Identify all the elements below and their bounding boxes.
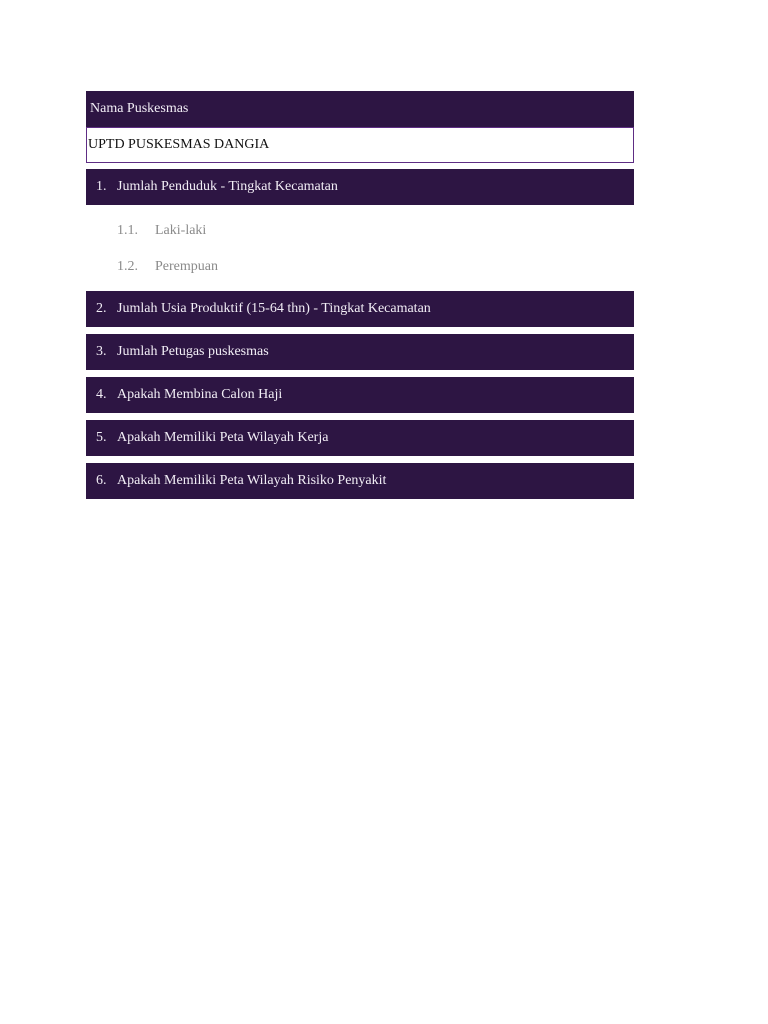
section-header-3[interactable]	[86, 334, 634, 370]
name-label-bar	[86, 91, 634, 127]
section-title: Jumlah Usia Produktif (15-64 thn) - Tingkat Kecamatan	[117, 301, 431, 316]
subitem-number: 1.2.	[117, 259, 138, 274]
section-title: Apakah Membina Calon Haji	[117, 387, 283, 402]
subitem-laki-laki[interactable]	[86, 213, 634, 249]
section-number: 1.	[96, 179, 107, 194]
section-header-4[interactable]	[86, 377, 634, 413]
section-number: 6.	[96, 473, 107, 488]
puskesmas-form	[86, 91, 634, 499]
section-1-subitems	[86, 205, 634, 291]
subitem-perempuan[interactable]	[86, 249, 634, 285]
section-header-5[interactable]	[86, 420, 634, 456]
subitem-label: Perempuan	[155, 259, 218, 274]
subitem-label: Laki-laki	[155, 223, 207, 238]
section-title: Apakah Memiliki Peta Wilayah Risiko Penyakit	[117, 473, 387, 488]
name-value: UPTD PUSKESMAS DANGIA	[88, 137, 270, 152]
subitem-number: 1.1.	[117, 223, 138, 238]
section-number: 5.	[96, 430, 107, 445]
section-header-6[interactable]	[86, 463, 634, 499]
section-number: 3.	[96, 344, 107, 359]
section-header-2[interactable]	[86, 291, 634, 327]
section-title: Apakah Memiliki Peta Wilayah Kerja	[117, 430, 329, 445]
section-header-1[interactable]	[86, 169, 634, 205]
section-title: Jumlah Penduduk - Tingkat Kecamatan	[117, 179, 338, 194]
section-number: 2.	[96, 301, 107, 316]
name-value-field[interactable]	[86, 127, 634, 163]
section-number: 4.	[96, 387, 107, 402]
section-title: Jumlah Petugas puskesmas	[117, 344, 269, 359]
name-label: Nama Puskesmas	[90, 101, 189, 116]
